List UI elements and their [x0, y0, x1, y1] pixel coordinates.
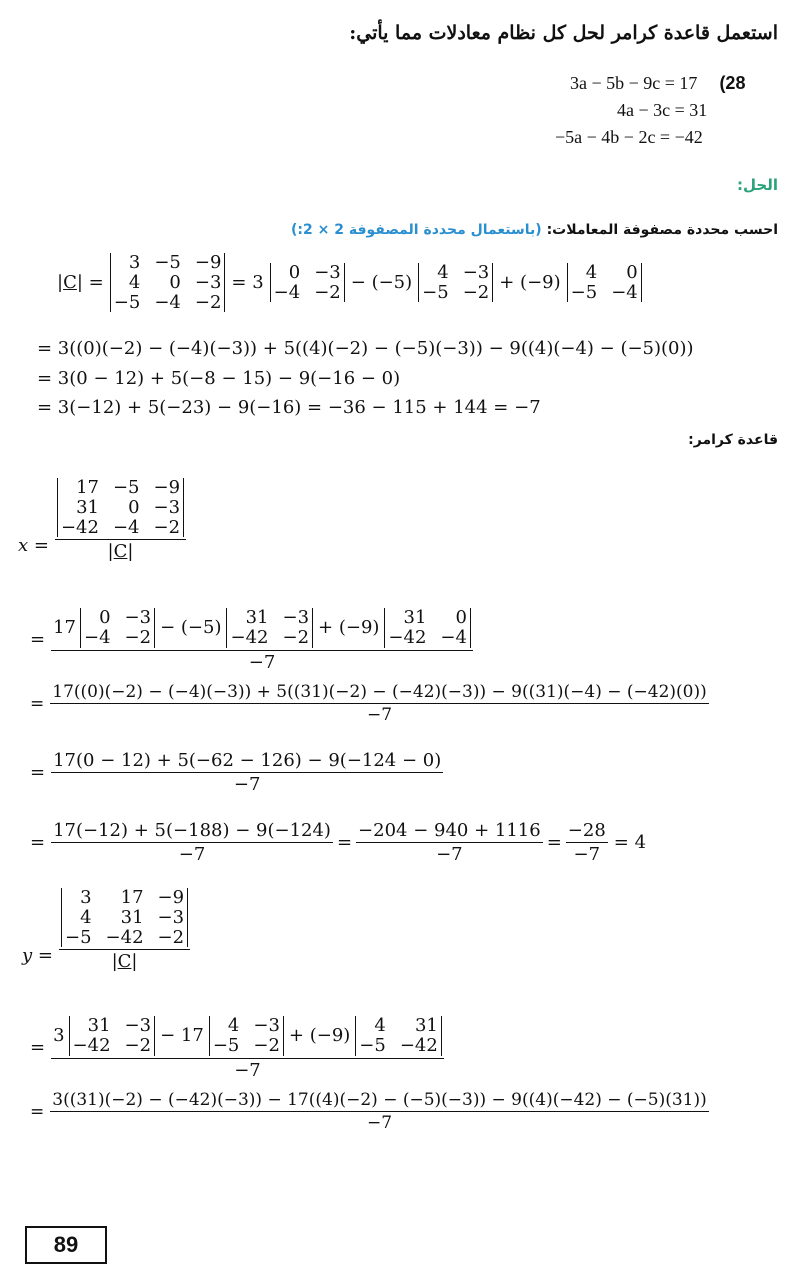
problem-instruction: استعمل قاعدة كرامر لحل كل نظام معادلات مما يأتي: [349, 22, 778, 44]
y-step1: = 3 31 −3 −42 −2 − 17 4 −3 −5 −2 + (−9) 4 31 −5 −42 −7 [30, 1016, 448, 1080]
y-cramer [22, 888, 194, 971]
x-matrix: 17 −5 −9 31 0 −3 −42 −4 −2 [57, 478, 184, 537]
x-step4: = $\frac{17(-12) + 5(-188) - 9(-124)}{-7}$ = $\frac{-204 - 940 + 1116}{-7}$ = $\frac{-28}{-7}$ = 4 [30, 820, 647, 865]
x-step3: = $\frac{17(0 - 12) + 5(-62 - 126) - 9(-124 - 0)}{-7}$ [30, 750, 442, 795]
page-number: 89 [25, 1226, 107, 1264]
cramer-label: قاعدة كرامر: [688, 432, 778, 448]
step1-label: احسب محددة مصفوفة المعاملات: [541, 222, 778, 238]
equation-2: 4a − 3c = 31 [617, 100, 708, 120]
x-cramer [18, 478, 190, 561]
minor-1: 0 −3 −4 −2 [270, 263, 345, 303]
y-step2: = 3((31)(−2) − (−42)(−3)) − 17((4)(−2) − (−5)(−3)) − 9((4)(−42) − (−5)(31)) −7 [30, 1090, 707, 1133]
x-result: = 4 [613, 832, 647, 853]
step1-label-line [291, 222, 778, 238]
x-step1: = 17 0 −3 −4 −2 − (−5) 31 −3 −42 −2 + (−9) 31 0 −42 −4 −7 [30, 608, 477, 672]
minor-2: 4 −3 −5 −2 [418, 263, 493, 303]
solution-heading: الحل: [737, 176, 778, 194]
y-lhs: y = [22, 944, 53, 966]
det-c-line4: = 3(−12) + 5(−23) − 9(−16) = −36 − 115 + 144 = −7 [37, 397, 541, 418]
y-matrix: 3 17 −9 4 31 −3 −5 −42 −2 [61, 888, 188, 947]
det-c-line3: = 3(0 − 12) + 5(−8 − 15) − 9(−16 − 0) [37, 368, 401, 389]
coefficient-matrix: 3 −5 −9 4 0 −3 −5 −4 −2 [110, 253, 226, 312]
x-den: |C| [107, 541, 134, 563]
step1-note: (باستعمال محددة المصفوفة 2 × 2:) [290, 222, 542, 238]
minor-3: 4 0 −5 −4 [567, 263, 642, 303]
problem-number: (28 [719, 73, 746, 93]
equation-3: −5a − 4b − 2c = −42 [555, 127, 703, 147]
x-lhs: x = [18, 534, 49, 556]
equation-1: 3a − 5b − 9c = 17 [570, 73, 698, 93]
det-c-coef2: − (−5) [350, 271, 413, 293]
det-c-expansion [57, 253, 642, 312]
det-c-coef3: + (−9) [499, 271, 561, 293]
x-fraction [55, 478, 186, 561]
det-c-lhs: |C| = [57, 271, 104, 293]
x-step2: = 17((0)(−2) − (−4)(−3)) + 5((31)(−2) − (−42)(−3)) − 9((31)(−4) − (−42)(0)) −7 [30, 682, 707, 725]
y-den: |C| [111, 951, 138, 973]
y-fraction [59, 888, 190, 971]
det-c-coef1: = 3 [231, 271, 264, 293]
equation-system [555, 70, 780, 151]
det-c-line2: = 3((0)(−2) − (−4)(−3)) + 5((4)(−2) − (−5)(−3)) − 9((4)(−4) − (−5)(0)) [37, 338, 694, 359]
